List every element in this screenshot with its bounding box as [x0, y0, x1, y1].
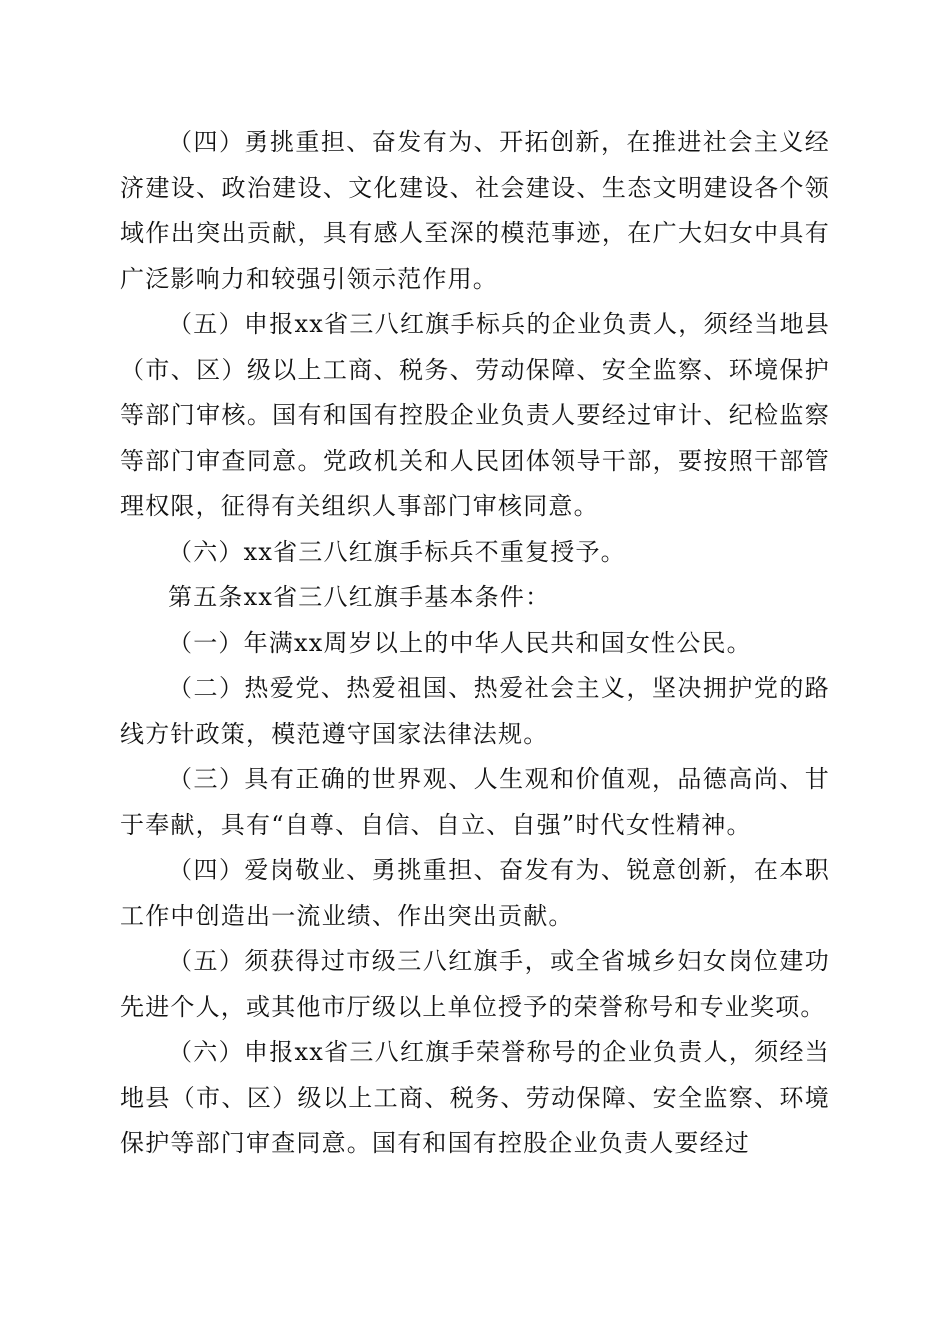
- paragraph-6-no-repeat: （六）xx省三八红旗手标兵不重复授予。: [168, 537, 626, 566]
- document-body: [120, 120, 830, 1167]
- article-5-heading: 第五条xx省三八红旗手基本条件：: [168, 583, 551, 611]
- condition-5-honors: （五）须获得过市级三八红旗手，或全省城乡妇女岗位建功先进个人，或其他市厅级以上单位授予的荣誉称号和专业奖项。: [120, 947, 830, 1021]
- condition-3-values: （三）具有正确的世界观、人生观和价值观，品德高尚、甘于奉献，具有“自尊、自信、自立、自强”时代女性精神。: [120, 765, 830, 839]
- paragraph-4-courage: （四）勇挑重担、奋发有为、开拓创新，在推进社会主义经济建设、政治建设、文化建设、社会建设、生态文明建设各个领域作出突出贡献，具有感人至深的模范事迹，在广大妇女中具有广泛影响力和较强引领示范作用。: [120, 128, 830, 293]
- condition-1-age: （一）年满xx周岁以上的中华人民共和国女性公民。: [168, 628, 752, 657]
- condition-2-patriotism: （二）热爱党、热爱祖国、热爱社会主义，坚决拥护党的路线方针政策，模范遵守国家法律法规。: [120, 674, 830, 748]
- paragraph-5-enterprise-review: （五）申报xx省三八红旗手标兵的企业负责人，须经当地县（市、区）级以上工商、税务、劳动保障、安全监察、环境保护等部门审核。国有和国有控股企业负责人要经过审计、纪检监察等部门审查同意。党政机关和人民团体领导干部，要按照干部管理权限，征得有关组织人事部门审核同意。: [120, 310, 830, 520]
- condition-4-dedication: （四）爱岗敬业、勇挑重担、奋发有为、锐意创新，在本职工作中创造出一流业绩、作出突出贡献。: [120, 856, 830, 930]
- condition-6-enterprise-review: （六）申报xx省三八红旗手荣誉称号的企业负责人，须经当地县（市、区）级以上工商、税务、劳动保障、安全监察、环境保护等部门审查同意。国有和国有控股企业负责人要经过: [120, 1038, 830, 1157]
